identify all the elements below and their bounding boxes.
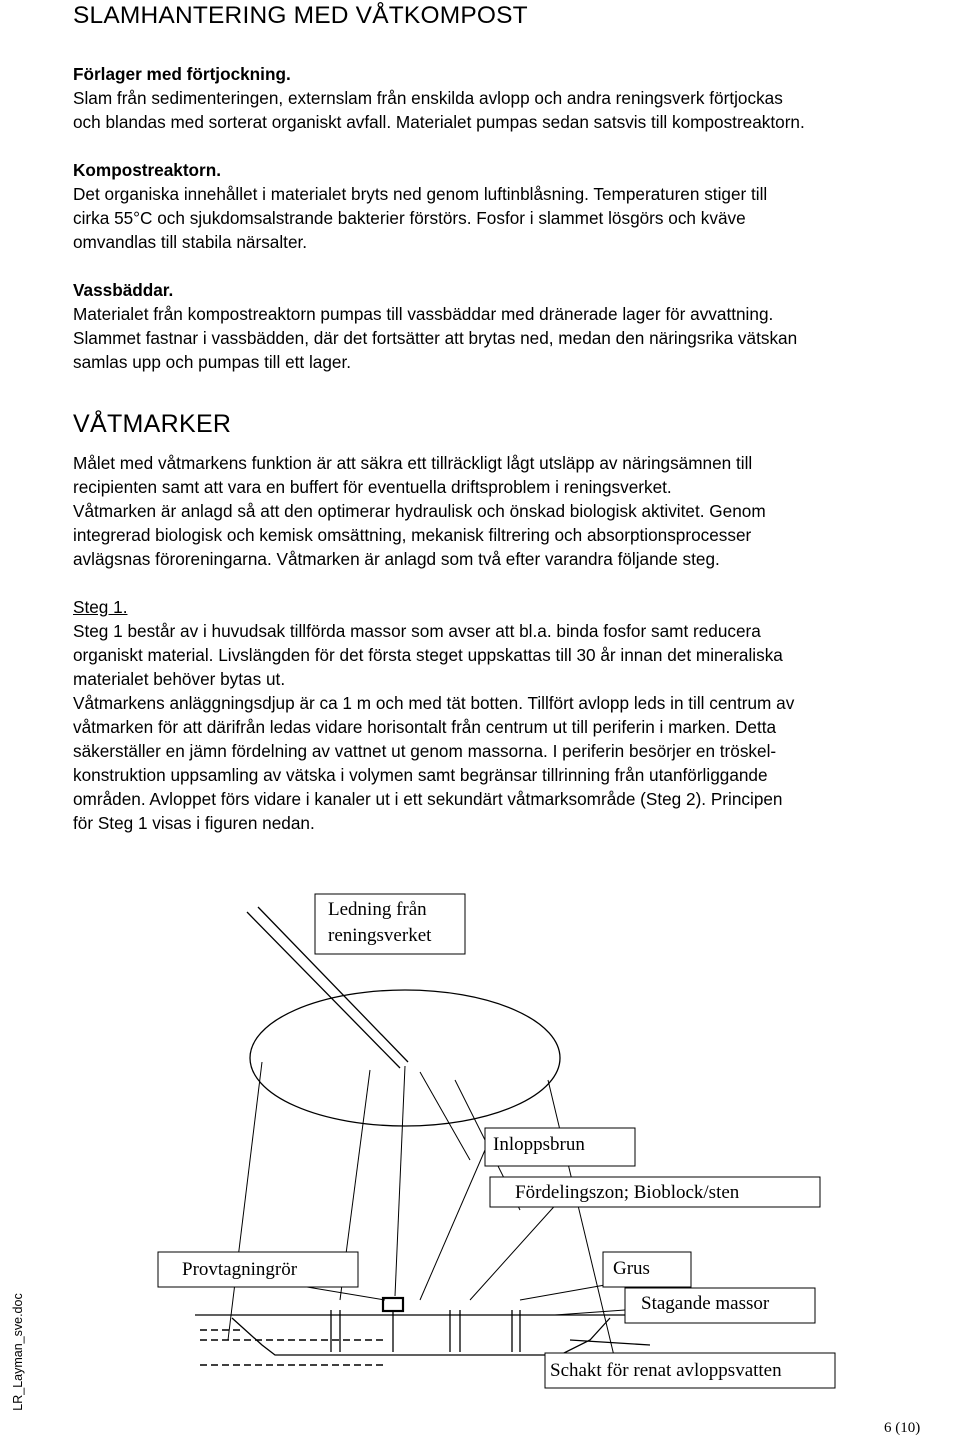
text-line: samlas upp och pumpas till ett lager.: [73, 352, 352, 372]
section-bottom: [232, 1318, 610, 1355]
section-heading: Vassbäddar.: [73, 280, 174, 300]
section-steg1: [73, 595, 943, 835]
section-title-vatmarker: VÅTMARKER: [73, 410, 232, 438]
text-line: omvandlas till stabila närsalter.: [73, 232, 308, 252]
text-line: Slam från sedimenteringen, externslam från enskilda avlopp och andra reningsverk förtjockas: [73, 88, 783, 108]
wetland-diagram: [0, 860, 960, 1420]
section-heading: Kompostreaktorn.: [73, 160, 222, 180]
text-line: organiskt material. Livslängden för det första steget uppskattas till 30 år innan det mineraliska: [73, 645, 783, 665]
text-line: områden. Avloppet förs vidare i kanaler ut i ett sekundärt våtmarksområde (Steg 2). Principen: [73, 789, 783, 809]
label-stagande-massor: Stagande massor: [641, 1293, 770, 1314]
text-line: Våtmarken är anlagd så att den optimerar hydraulisk och önskad biologisk aktivitet. Genom: [73, 501, 766, 521]
label-fordelningszon: Fördelingszon; Bioblock/sten: [515, 1182, 740, 1203]
text-line: Våtmarkens anläggningsdjup är ca 1 m och med tät botten. Tillfört avlopp leds in till centrum av: [73, 693, 795, 713]
text-line: konstruktion uppsamling av vätska i volymen samt begränsar tillrinning från utanförliggande: [73, 765, 768, 785]
label-ledning-1: Ledning från: [328, 899, 427, 920]
text-line: och blandas med sorterat organiskt avfall. Materialet pumpas sedan satsvis till kompostreaktorn.: [73, 112, 805, 132]
page-title: SLAMHANTERING MED VÅTKOMPOST: [73, 2, 528, 29]
section-heading: Steg 1.: [73, 597, 128, 617]
text-line: Slammet fastnar i vassbädden, där det fortsätter att brytas ned, medan den näringsrika vätskan: [73, 328, 798, 348]
text-line: Målet med våtmarkens funktion är att säkra ett tillräckligt lågt utsläpp av näringsämnen till: [73, 453, 753, 473]
text-line: för Steg 1 visas i figuren nedan.: [73, 813, 315, 833]
label-inloppsbrun: Inloppsbrun: [493, 1134, 585, 1155]
text-line: recipienten samt att vara en buffert för eventuella driftsproblem i reningsverket.: [73, 477, 672, 497]
section-vatmarker-text: [73, 451, 943, 571]
section-forlager: [73, 62, 943, 134]
text-line: säkerställer en jämn fördelning av vattnet ut genom massorna. I periferin besörjer en tröskel-: [73, 741, 777, 761]
text-line: våtmarken för att därifrån ledas vidare horisontalt från centrum ut till periferin i marken. Detta: [73, 717, 777, 737]
text-line: Materialet från kompostreaktorn pumpas till vassbäddar med dränerade lager för avvattning.: [73, 304, 774, 324]
page-number: 6 (10): [884, 1420, 921, 1436]
section-heading: Förlager med förtjockning.: [73, 64, 291, 84]
label-provtagningror: Provtagningrör: [182, 1259, 298, 1280]
section-kompostreaktorn: [73, 158, 943, 254]
label-grus: Grus: [613, 1258, 650, 1279]
text-line: avlägsnas föroreningarna. Våtmarken är anlagd som två efter varandra följande steg.: [73, 549, 720, 569]
text-line: integrerad biologisk och kemisk omsättning, mekanisk filtrering och absorptionsprocesser: [73, 525, 752, 545]
section-vassbaddar: [73, 278, 943, 374]
label-schakt: Schakt för renat avloppsvatten: [550, 1360, 782, 1381]
inlet-well: [383, 1298, 403, 1311]
side-filename: LR_Layman_sve.doc: [11, 1293, 25, 1411]
text-line: materialet behöver bytas ut.: [73, 669, 286, 689]
label-ledning-2: reningsverket: [328, 925, 432, 946]
text-line: Steg 1 består av i huvudsak tillförda massor som avser att bl.a. binda fosfor samt reducera: [73, 621, 761, 641]
text-line: Det organiska innehållet i materialet bryts ned genom luftinblåsning. Temperaturen stiger till: [73, 184, 768, 204]
text-line: cirka 55°C och sjukdomsalstrande bakterier förstörs. Fosfor i slammet lösgörs och kväve: [73, 208, 746, 228]
